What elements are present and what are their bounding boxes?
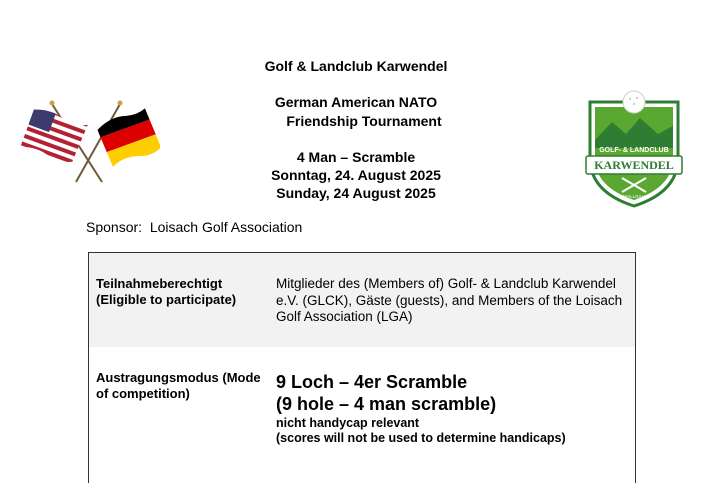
club-logo (582, 88, 686, 208)
info-table (88, 252, 636, 483)
logo-line3: WALLGAU (623, 194, 645, 199)
event-date-german: Sonntag, 24. August 2025 (271, 167, 441, 183)
competition-mode-german: 9 Loch – 4er Scramble (276, 372, 468, 392)
row-value-eligibility: Mitglieder des (Members of) Golf- & Landclub Karwendel e.V. (GLCK), Gäste (guests), and Members of the Loisach Golf Association (LGA) (276, 276, 623, 324)
handicap-note-english: (scores will not be used to determine handicaps) (276, 431, 566, 445)
logo-line1: GOLF- & LANDCLUB (599, 147, 669, 154)
event-title-line1: German American NATO (274, 94, 438, 110)
sponsor-line: Sponsor: Loisach Golf Association (86, 219, 303, 235)
logo-line2: KARWENDEL (594, 158, 674, 172)
crossed-flags-icon (20, 98, 160, 188)
club-title: Golf & Landclub Karwendel (264, 58, 448, 74)
competition-mode-english: (9 hole – 4 man scramble) (276, 394, 497, 414)
tournament-format: 4 Man – Scramble (296, 149, 416, 165)
event-date-english: Sunday, 24 August 2025 (276, 185, 436, 201)
event-title-line2: Friendship Tournament (286, 113, 442, 129)
row-label-competition-mode: Austragungsmodus (Mode of competition) (96, 370, 261, 401)
row-label-eligibility: Teilnahmeberechtigt (Eligible to participate) (96, 276, 237, 307)
handicap-note-german: nicht handycap relevant (276, 416, 420, 430)
